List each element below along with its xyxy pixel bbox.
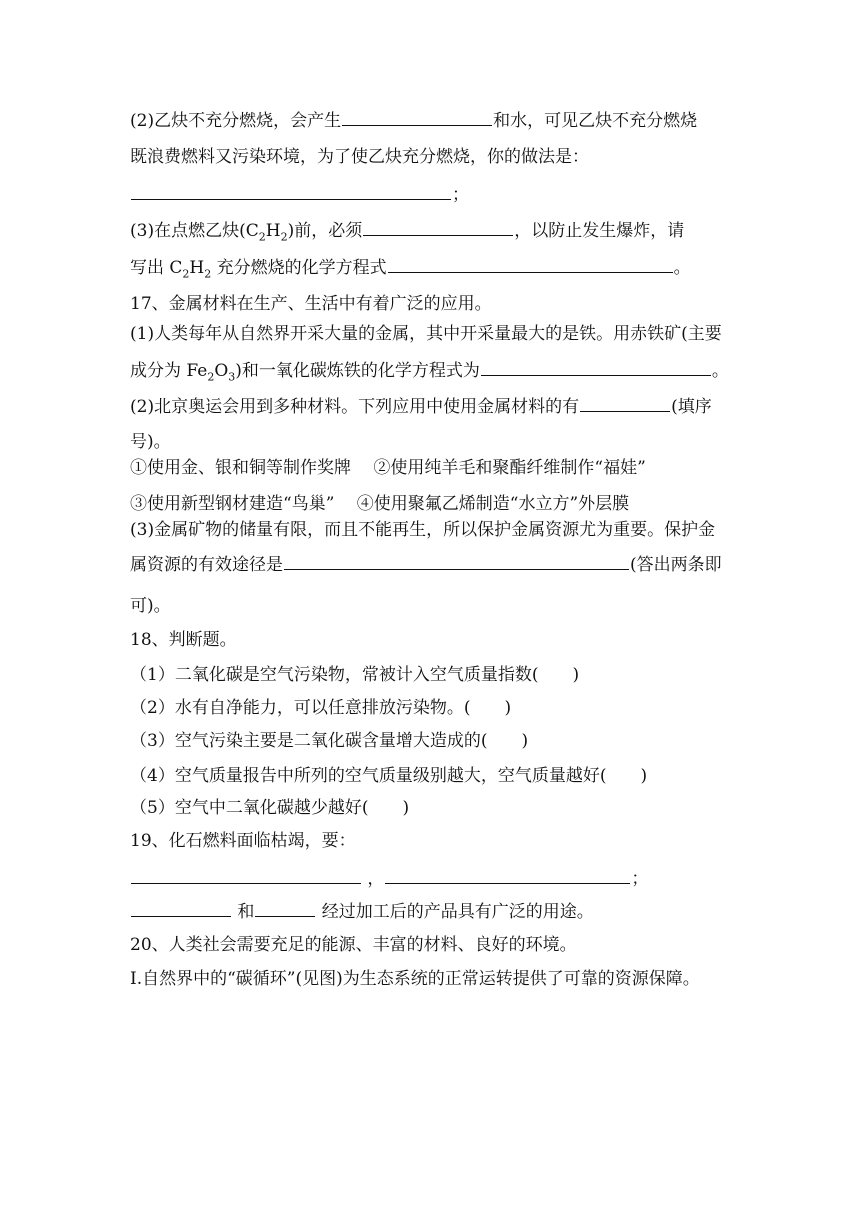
text-line <box>130 456 646 480</box>
text-line <box>130 764 647 788</box>
text-segment: 经过加工后的产品具有广泛的用途。 <box>316 902 594 922</box>
text-segment: 。 <box>673 258 691 278</box>
text-segment: 。 <box>711 361 729 381</box>
text-line <box>130 108 697 133</box>
text-line <box>130 967 700 991</box>
text-segment: ①使用金、银和铜等制作奖牌 ②使用纯羊毛和聚酯纤维制作“福娃” <box>130 458 646 478</box>
subscript: 2 <box>207 370 215 384</box>
text-segment: (2)北京奥运会用到多种材料。下列应用中使用金属材料的有 <box>130 397 580 417</box>
text-segment: (2)乙炔不充分燃烧，会产生 <box>130 111 342 131</box>
subscript: 3 <box>228 370 236 384</box>
text-segment: 既浪费燃料又污染环境，为了使乙炔充分燃烧，你的做法是： <box>130 147 589 167</box>
answer-blank[interactable] <box>131 182 451 200</box>
text-line <box>130 829 356 853</box>
answer-blank[interactable] <box>385 866 630 884</box>
text-line <box>130 663 579 687</box>
text-line <box>130 145 589 169</box>
answer-blank[interactable] <box>388 255 673 273</box>
text-line <box>130 933 577 957</box>
text-segment: ； <box>631 869 649 889</box>
text-segment: (3)金属矿物的储量有限，而且不能再生，所以保护金属资源尤为重要。保护金 <box>130 520 716 540</box>
text-line <box>130 518 715 542</box>
text-line <box>130 182 469 207</box>
text-line <box>130 796 409 820</box>
text-segment: Ⅰ.自然界中的“碳循环”(见图)为生态系统的正常运转提供了可靠的资源保障。 <box>130 969 700 989</box>
text-segment: 17、金属材料在生产、生活中有着广泛的应用。 <box>130 294 492 314</box>
text-segment: ③使用新型钢材建造“鸟巢” ④使用聚氟乙烯制造“水立方”外层膜 <box>130 494 630 514</box>
answer-blank[interactable] <box>131 899 231 917</box>
text-segment: （4）空气质量报告中所列的空气质量级别越大，空气质量越好( ) <box>130 766 648 786</box>
text-line <box>130 696 511 720</box>
text-segment: 写出 C <box>130 258 183 278</box>
text-segment: （5）空气中二氧化碳越少越好( ) <box>130 798 410 818</box>
text-segment: 20、人类社会需要充足的能源、丰富的材料、良好的环境。 <box>130 935 577 955</box>
text-segment: (填序 <box>671 397 712 417</box>
answer-blank[interactable] <box>580 394 670 412</box>
text-line <box>130 255 691 280</box>
subscript: 2 <box>258 230 266 244</box>
text-segment: 和水，可见乙炔不充分燃烧 <box>493 111 698 131</box>
text-line <box>130 218 684 243</box>
answer-blank[interactable] <box>131 866 361 884</box>
text-segment: 和 <box>232 902 255 922</box>
text-segment: (答出两条即 <box>630 555 722 575</box>
subscript: 2 <box>204 267 212 281</box>
text-segment: （1）二氧化碳是空气污染物，常被计入空气质量指数( ) <box>130 665 580 685</box>
text-line <box>130 594 171 618</box>
text-segment: 充分燃烧的化学方程式 <box>211 258 387 278</box>
text-segment: 属资源的有效途径是 <box>130 555 283 575</box>
text-segment: （2）水有自净能力，可以任意排放污染物。( ) <box>130 698 512 718</box>
subscript: 2 <box>280 230 288 244</box>
text-line <box>130 729 528 753</box>
answer-blank[interactable] <box>481 358 711 376</box>
answer-blank[interactable] <box>284 552 629 570</box>
text-line <box>130 430 171 454</box>
text-line <box>130 394 712 419</box>
text-segment: 号)。 <box>130 432 171 452</box>
text-line <box>130 358 729 383</box>
text-segment: O <box>214 361 229 381</box>
text-segment: 18、判断题。 <box>130 630 237 650</box>
text-segment: (3)在点燃乙炔(C <box>130 221 259 241</box>
text-segment: )前，必须 <box>287 221 363 241</box>
text-line <box>130 292 492 316</box>
text-segment: ； <box>452 185 469 205</box>
text-segment: ， <box>362 869 385 889</box>
answer-blank[interactable] <box>363 218 513 236</box>
text-segment: 成分为 Fe <box>130 361 208 381</box>
text-segment: 19、化石燃料面临枯竭，要： <box>130 831 356 851</box>
answer-blank[interactable] <box>342 108 492 126</box>
text-line <box>130 322 722 346</box>
text-segment: 可)。 <box>130 596 171 616</box>
text-line <box>130 628 237 652</box>
text-line <box>130 552 722 577</box>
text-segment: （3）空气污染主要是二氧化碳含量增大造成的( ) <box>130 731 529 751</box>
answer-blank[interactable] <box>255 899 315 917</box>
text-line <box>130 492 629 516</box>
text-segment: H <box>265 221 281 241</box>
text-segment: ，以防止发生爆炸，请 <box>514 221 685 241</box>
text-line <box>130 866 648 891</box>
text-segment: )和一氧化碳炼铁的化学方程式为 <box>235 361 480 381</box>
text-line <box>130 899 594 924</box>
text-segment: H <box>189 258 205 278</box>
subscript: 2 <box>182 267 190 281</box>
text-segment: (1)人类每年从自然界开采大量的金属，其中开采量最大的是铁。用赤铁矿(主要 <box>130 324 722 344</box>
